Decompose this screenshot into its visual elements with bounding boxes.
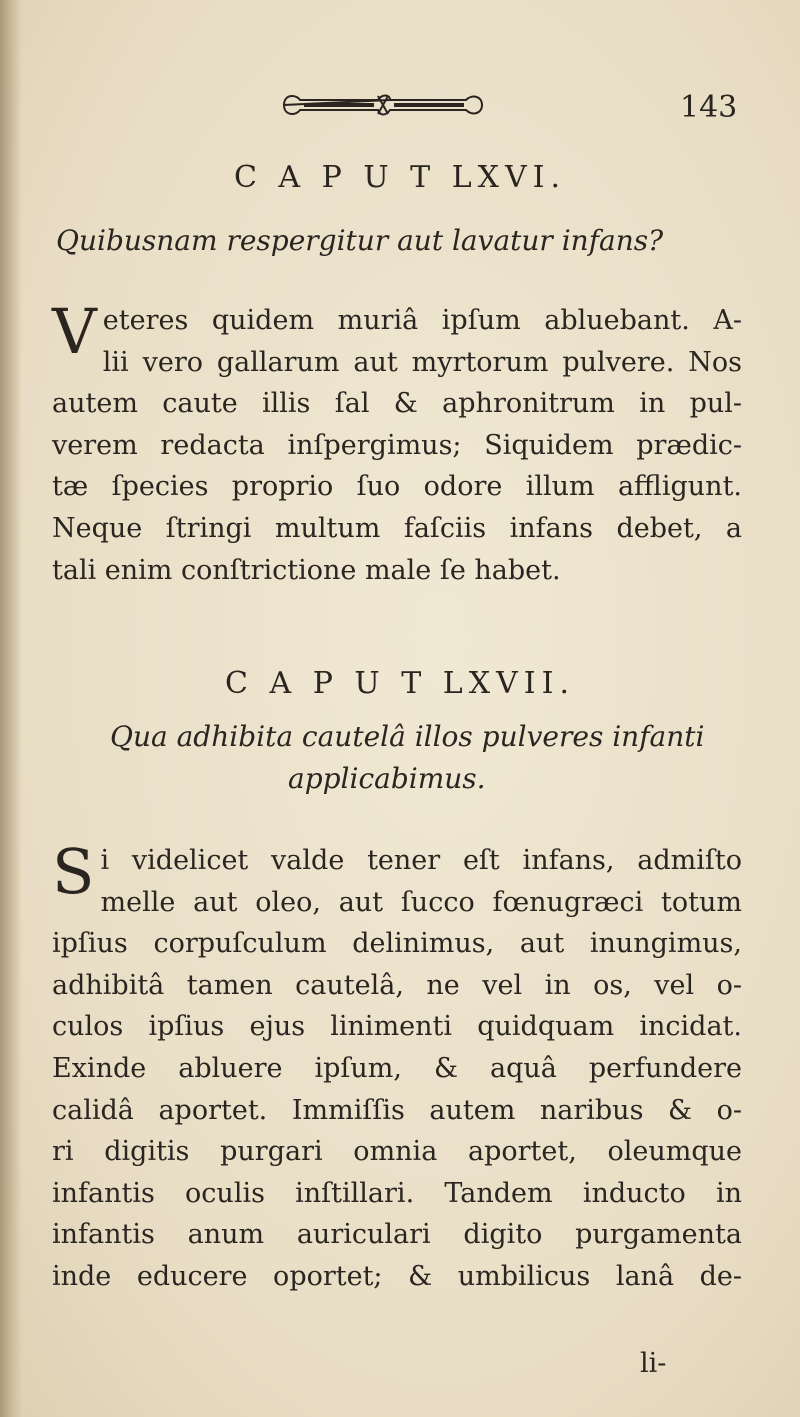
text-line: culos ipſius ejus linimenti quidquam incidat. bbox=[52, 1011, 742, 1043]
text-line: tæ ſpecies proprio ſuo odore illum affligunt. bbox=[52, 471, 742, 503]
text-line: adhibitâ tamen cautelâ, ne vel in os, vel o- bbox=[52, 969, 742, 1001]
text-line: autem caute illis ſal & aphronitrum in pul- bbox=[52, 388, 742, 420]
chapter-heading: C A P U T LXVI. bbox=[233, 160, 567, 195]
text-line: ri digitis purgari omnia aportet, oleumque bbox=[52, 1136, 742, 1168]
text-line: verem redacta inſpergimus; Siquidem prædic- bbox=[52, 429, 742, 461]
text-line: eteres quidem muriâ ipſum abluebant. A- bbox=[102, 305, 742, 336]
text-line: ipſius corpuſculum delinimus, aut inungimus, bbox=[52, 928, 742, 960]
chapter-subtitle: applicabimus. bbox=[288, 762, 486, 795]
page-number: 143 bbox=[680, 90, 738, 125]
chapter-paragraph bbox=[52, 295, 742, 591]
text-line: Neque ſtringi multum faſciis infans debet, a bbox=[52, 512, 742, 544]
chapter-subtitle: Qua adhibita cautelâ illos pulveres infanti bbox=[110, 720, 705, 753]
text-line: i videlicet valde tener eſt infans, admiſto bbox=[100, 845, 742, 876]
text-line: calidâ aportet. Immiſſis autem naribus & o- bbox=[52, 1094, 742, 1126]
text-line: tali enim conſtrictione male ſe habet. bbox=[52, 554, 561, 586]
drop-capital: S bbox=[52, 835, 95, 908]
chapter-paragraph bbox=[52, 835, 742, 1298]
text-line: infantis oculis inſtillari. Tandem inducto in bbox=[52, 1177, 742, 1209]
text-line: infantis anum auriculari digito purgamenta bbox=[52, 1219, 742, 1251]
catchword: li- bbox=[640, 1348, 667, 1379]
page-gutter-shadow bbox=[0, 0, 22, 1417]
chapter-subtitle: Quibusnam respergitur aut lavatur infans? bbox=[56, 224, 664, 257]
header-ornament bbox=[278, 88, 488, 122]
drop-capital: V bbox=[52, 295, 97, 368]
text-line: Exinde abluere ipſum, & aquâ perfundere bbox=[52, 1052, 742, 1084]
text-line: lii vero gallarum aut myrtorum pulvere. Nos bbox=[102, 346, 742, 378]
text-line: inde educere oportet; & umbilicus lanâ de- bbox=[52, 1260, 742, 1292]
text-line: melle aut oleo, aut ſucco fœnugræci totum bbox=[100, 886, 742, 918]
chapter-heading: C A P U T LXVII. bbox=[225, 666, 575, 701]
